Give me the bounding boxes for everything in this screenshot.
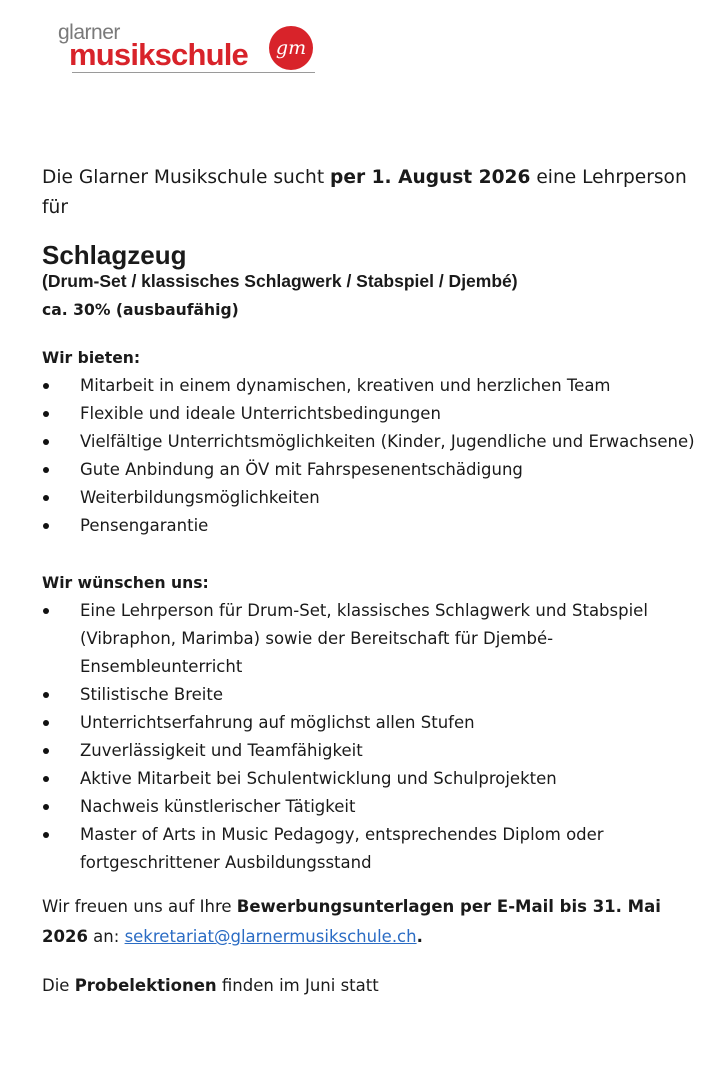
trial-lessons-note: Die Probelektionen finden im Juni statt (42, 976, 379, 995)
bullet-icon (43, 383, 49, 389)
position-percentage: ca. 30% (ausbaufähig) (42, 301, 239, 319)
logo-underline (72, 72, 315, 73)
bullet-icon (43, 523, 49, 529)
position-title: Schlagzeug (42, 240, 187, 270)
list-item: Stilistische Breite (42, 681, 697, 709)
list-item: Master of Arts in Music Pedagogy, entsprechendes Diplom oder fortgeschrittener Ausbildungsstand (42, 821, 697, 877)
position-subtitle: (Drum-Set / klassisches Schlagwerk / Stabspiel / Djembé) (42, 271, 518, 291)
logo-text-musikschule: musikschule (69, 37, 249, 72)
bullet-icon (43, 439, 49, 445)
list-item: Aktive Mitarbeit bei Schulentwicklung und Schulprojekten (42, 765, 697, 793)
wish-heading: Wir wünschen uns: (42, 574, 209, 592)
list-item: Nachweis künstlerischer Tätigkeit (42, 793, 697, 821)
list-item: Flexible und ideale Unterrichtsbedingungen (42, 400, 697, 428)
job-posting (42, 163, 697, 1000)
list-item: Pensengarantie (42, 512, 697, 540)
list-item: Eine Lehrperson für Drum-Set, klassisches Schlagwerk und Stabspiel (Vibraphon, Marimba) sowie der Bereitschaft für Djembé-Ensembleunterricht (42, 597, 697, 681)
bullet-icon (43, 832, 49, 838)
logo-badge-icon (268, 25, 314, 71)
intro-text (42, 163, 697, 223)
school-logo (58, 22, 328, 80)
application-instructions: Wir freuen uns auf Ihre Bewerbungsunterlagen per E-Mail bis 31. Mai 2026 an: sekretariat@glarnermusikschule.ch. (42, 897, 661, 946)
offer-list (42, 372, 697, 540)
bullet-icon (43, 692, 49, 698)
list-item: Vielfältige Unterrichtsmöglichkeiten (Kinder, Jugendliche und Erwachsene) (42, 428, 697, 456)
logo-badge-text: gm (275, 37, 307, 59)
bullet-icon (43, 467, 49, 473)
list-item: Zuverlässigkeit und Teamfähigkeit (42, 737, 697, 765)
bullet-icon (43, 748, 49, 754)
application-deadline: Bewerbungsunterlagen per E-Mail bis 31. Mai 2026 (42, 897, 661, 946)
bullet-icon (43, 495, 49, 501)
logo-text-glarner: glarner (58, 21, 120, 44)
start-date: per 1. August 2026 (330, 167, 531, 188)
list-item: Unterrichtserfahrung auf möglichst allen Stufen (42, 709, 697, 737)
email-link[interactable]: sekretariat@glarnermusikschule.ch (124, 927, 417, 946)
bullet-icon (43, 804, 49, 810)
bullet-icon (43, 720, 49, 726)
wish-list (42, 597, 697, 877)
trial-lessons-label: Probelektionen (74, 976, 217, 995)
bullet-icon (43, 776, 49, 782)
list-item: Gute Anbindung an ÖV mit Fahrspesenentschädigung (42, 456, 697, 484)
list-item: Mitarbeit in einem dynamischen, kreativen und herzlichen Team (42, 372, 697, 400)
intro-part1: Die Glarner Musikschule sucht (42, 167, 331, 188)
bullet-icon (43, 411, 49, 417)
list-item: Weiterbildungsmöglichkeiten (42, 484, 697, 512)
offer-heading: Wir bieten: (42, 349, 141, 367)
intro-part2: eine Lehrperson für (42, 167, 687, 218)
bullet-icon (43, 608, 49, 614)
